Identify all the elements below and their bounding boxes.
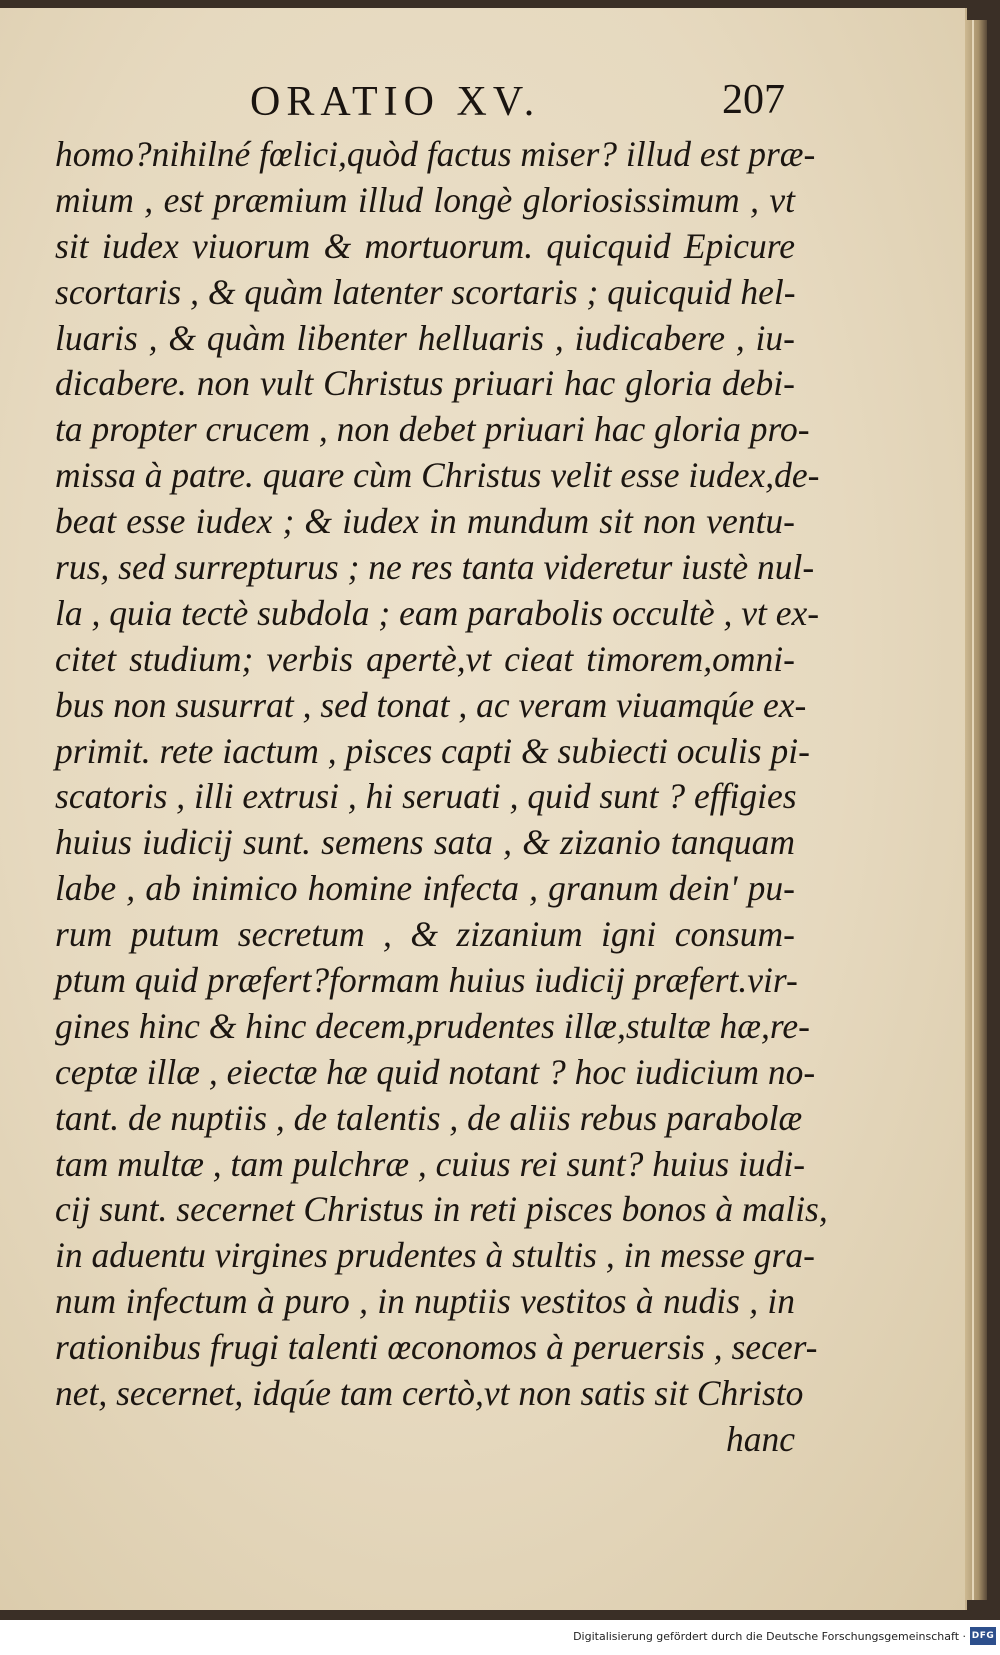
- text-line: net, secernet, idqúe tam certò,vt non satis sit Christo: [55, 1373, 804, 1414]
- text-line: scatoris , illi extrusi , hi seruati , quid sunt ? effigies: [55, 776, 797, 817]
- text-line: num infectum à puro , in nuptiis vestitos à nudis , in: [55, 1281, 795, 1322]
- text-line: rus, sed surrepturus ; ne res tanta videretur iustè nul-: [55, 547, 815, 588]
- text-line: ceptæ illæ , eiectæ hæ quid notant ? hoc iudicium no-: [55, 1051, 816, 1092]
- page-edge: [965, 20, 987, 1600]
- body-text: [55, 132, 828, 1463]
- text-line: missa à patre. quare cùm Christus velit esse iudex,de-: [55, 455, 820, 496]
- page-edge-stripe: [972, 20, 974, 1600]
- text-line: sit iudex viuorum & mortuorum. quicquid Epicure: [55, 225, 795, 266]
- text-line: la , quia tectè subdola ; eam parabolis occultè , vt ex-: [55, 592, 820, 633]
- text-line: bus non susurrat , sed tonat , ac veram viuamqúe ex-: [55, 684, 807, 725]
- text-line: luaris , & quàm libenter helluaris , iudicabere , iu-: [55, 317, 795, 358]
- text-line: gines hinc & hinc decem,prudentes illæ,stultæ hæ,re-: [55, 1005, 810, 1046]
- text-line: hanc: [725, 1418, 795, 1459]
- text-line: rationibus frugi talenti œconomos à peruersis , secer-: [55, 1327, 818, 1368]
- text-line: primit. rete iactum , pisces capti & subiecti oculis pi-: [55, 730, 810, 771]
- text-line: citet studium; verbis apertè,vt cieat timorem,omni-: [55, 638, 795, 679]
- text-line: beat esse iudex ; & iudex in mundum sit non ventu-: [55, 501, 795, 542]
- text-line: huius iudicij sunt. semens sata , & zizanio tanquam: [55, 822, 795, 863]
- dfg-logo: DFG: [970, 1627, 996, 1645]
- text-line: tant. de nuptiis , de talentis , de aliis rebus parabolæ: [55, 1097, 803, 1138]
- page-number: 207: [722, 77, 785, 123]
- page-header: [60, 70, 785, 130]
- text-line: mium , est præmium illud longè gloriosissimum , vt: [55, 179, 795, 220]
- text-line: dicabere. non vult Christus priuari hac gloria debi-: [55, 363, 795, 404]
- text-line: labe , ab inimico homine infecta , granum dein' pu-: [55, 868, 795, 909]
- footer-credit: Digitalisierung gefördert durch die Deutsche Forschungsgemeinschaft ·: [573, 1630, 966, 1643]
- text-line: scortaris , & quàm latenter scortaris ; quicquid hel-: [55, 271, 796, 312]
- text-line: ta propter crucem , non debet priuari hac gloria pro-: [55, 409, 810, 450]
- text-line: homo?nihilné fœlici,quòd factus miser? illud est præ-: [55, 134, 816, 174]
- running-head: ORATIO XV.: [250, 79, 541, 125]
- text-line: cij sunt. secernet Christus in reti pisces bonos à malis,: [55, 1189, 828, 1230]
- text-line: rum putum secretum , & zizanium igni consum-: [55, 914, 795, 955]
- text-line: tam multæ , tam pulchræ , cuius rei sunt? huius iudi-: [55, 1143, 806, 1184]
- text-line: ptum quid præfert?formam huius iudicij præfert.vir-: [55, 960, 798, 1001]
- text-line: in aduentu virgines prudentes à stultis , in messe gra-: [55, 1235, 815, 1276]
- footer-bar: [0, 1620, 1000, 1655]
